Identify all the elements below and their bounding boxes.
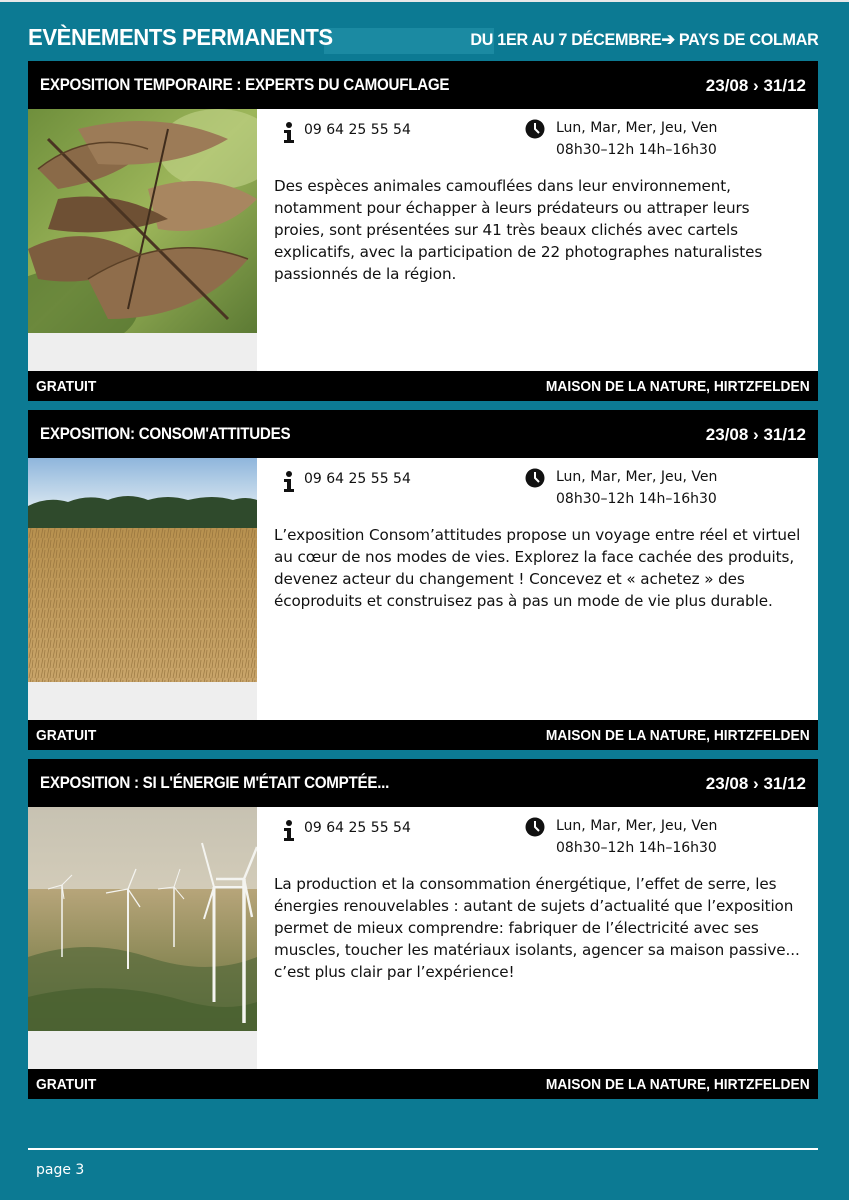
event-phone: 09 64 25 55 54 <box>304 122 411 138</box>
page-subtitle: DU 1ER AU 7 DÉCEMBRE➔ PAYS DE COLMAR <box>469 30 818 49</box>
event-dates: 23/08 › 31/12 <box>705 774 806 793</box>
event-card <box>28 410 818 750</box>
page-number: page 3 <box>36 1162 85 1178</box>
footer-rule <box>28 1148 818 1150</box>
event-body <box>28 109 818 371</box>
event-title: EXPOSITION TEMPORAIRE : EXPERTS DU CAMOUFLAGE <box>40 76 450 94</box>
info-icon <box>282 470 296 492</box>
photo-column <box>28 109 257 371</box>
event-footer <box>28 371 818 401</box>
event-body <box>28 807 818 1069</box>
event-price: GRATUIT <box>36 378 97 395</box>
event-location: MAISON DE LA NATURE, HIRTZFELDEN <box>546 727 810 744</box>
event-card <box>28 61 818 401</box>
event-phone: 09 64 25 55 54 <box>304 471 411 487</box>
event-hours: 08h30–12h 14h–16h30 <box>556 142 717 158</box>
event-info <box>282 817 802 861</box>
info-icon <box>282 819 296 841</box>
event-info <box>282 119 802 163</box>
photo-column <box>28 458 257 720</box>
event-header <box>28 410 818 458</box>
photo-column <box>28 807 257 1069</box>
page-header <box>28 22 818 56</box>
info-icon <box>282 121 296 143</box>
event-days: Lun, Mar, Mer, Jeu, Ven <box>556 120 718 136</box>
event-header <box>28 759 818 807</box>
event-title: EXPOSITION : SI L'ÉNERGIE M'ÉTAIT COMPTÉE... <box>40 774 390 792</box>
event-price: GRATUIT <box>36 727 97 744</box>
event-location: MAISON DE LA NATURE, HIRTZFELDEN <box>546 378 810 395</box>
page-title: EVÈNEMENTS PERMANENTS <box>28 24 333 50</box>
wind-turbines-photo <box>28 807 257 1031</box>
top-rule <box>0 0 849 2</box>
camouflage-leaves-photo <box>28 109 257 333</box>
event-price: GRATUIT <box>36 1076 97 1093</box>
event-hours: 08h30–12h 14h–16h30 <box>556 840 717 856</box>
event-dates: 23/08 › 31/12 <box>705 425 806 444</box>
event-header <box>28 61 818 109</box>
event-dates: 23/08 › 31/12 <box>705 76 806 95</box>
event-info <box>282 468 802 512</box>
event-card <box>28 759 818 1099</box>
event-footer <box>28 720 818 750</box>
event-description: La production et la consommation énergétique, l’effet de serre, les énergies renouvelables : autant de sujets d’actualité que l’exposition permet de mieux comprendre: fabriquer de l’électricité avec ses muscles, toucher les matériaux isolants, agencer sa maison passive... c’est plus clair par l’expérience! <box>274 875 800 981</box>
event-phone: 09 64 25 55 54 <box>304 820 411 836</box>
event-hours: 08h30–12h 14h–16h30 <box>556 491 717 507</box>
event-description: Des espèces animales camouflées dans leur environnement, notamment pour échapper à leurs prédateurs ou attraper leurs proies, sont présentées sur 41 très beaux clichés avec cartels explicatifs, avec la participation de 22 photographes naturalistes passionnés de la région. <box>274 177 763 283</box>
event-days: Lun, Mar, Mer, Jeu, Ven <box>556 818 718 834</box>
event-days: Lun, Mar, Mer, Jeu, Ven <box>556 469 718 485</box>
event-location: MAISON DE LA NATURE, HIRTZFELDEN <box>546 1076 810 1093</box>
wheat-field-photo <box>28 458 257 682</box>
event-footer <box>28 1069 818 1099</box>
header-band <box>324 28 494 54</box>
event-description: L’exposition Consom’attitudes propose un voyage entre réel et virtuel au cœur de nos modes de vies. Explorez la face cachée des produits, devenez acteur du changement ! Concevez et « achetez » des écoproduits et construisez pas à pas un mode de vie plus durable. <box>274 526 801 610</box>
clock-icon <box>525 817 545 837</box>
event-title: EXPOSITION: CONSOM'ATTITUDES <box>40 425 291 443</box>
event-body <box>28 458 818 720</box>
clock-icon <box>525 119 545 139</box>
clock-icon <box>525 468 545 488</box>
